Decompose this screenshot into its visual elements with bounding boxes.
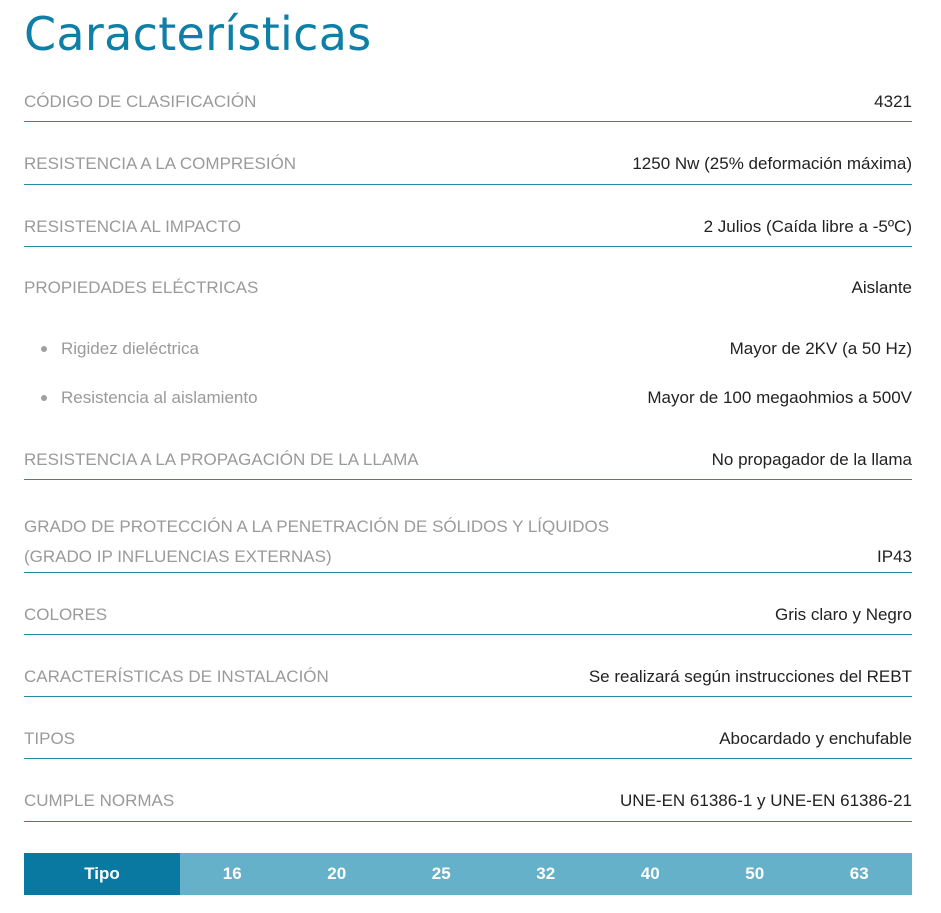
spec-label: RESISTENCIA A LA COMPRESIÓN: [24, 154, 297, 173]
bullet-icon: [41, 395, 47, 401]
table-cell: 50: [745, 864, 765, 883]
tipo-table-header: [24, 853, 912, 895]
spec-value: Mayor de 100 megaohmios a 500V: [647, 388, 912, 407]
spec-row-electricas: [24, 270, 912, 306]
table-header-cell: Tipo: [24, 853, 180, 895]
spec-subrow-aislamiento: [24, 380, 912, 416]
spec-row-normas: [24, 781, 912, 822]
spec-label: TIPOS: [24, 728, 76, 748]
spec-row-tipos: [24, 719, 912, 759]
spec-label-line1: GRADO DE PROTECCIÓN A LA PENETRACIÓN DE SÓLIDOS Y LÍQUIDOS: [24, 517, 610, 536]
spec-value: Mayor de 2KV (a 50 Hz): [729, 339, 912, 358]
spec-sublabel: Resistencia al aislamiento: [61, 388, 258, 407]
spec-row-instalacion: [24, 657, 912, 697]
spec-sublabel: Rigidez dieléctrica: [61, 339, 199, 358]
table-cell: 16: [222, 864, 242, 883]
spec-value: 2 Julios (Caída libre a -5ºC): [703, 216, 912, 236]
spec-label: CÓDIGO DE CLASIFICACIÓN: [24, 91, 257, 111]
spec-value: UNE-EN 61386-1 y UNE-EN 61386-21: [620, 791, 912, 810]
table-cell: 40: [640, 864, 660, 883]
spec-row-colores: [24, 595, 912, 635]
spec-value: 4321: [874, 91, 912, 111]
table-cell: 20: [327, 864, 347, 883]
spec-label: CARACTERÍSTICAS DE INSTALACIÓN: [24, 666, 329, 686]
spec-row-codigo: [24, 82, 912, 122]
spec-row-impacto: [24, 207, 912, 247]
page-title: Características: [24, 7, 372, 61]
spec-subrow-rigidez: [24, 331, 912, 367]
spec-row-llama: [24, 440, 912, 480]
spec-label: RESISTENCIA AL IMPACTO: [24, 216, 241, 236]
spec-row-compresion: [24, 144, 912, 185]
table-cell: 32: [536, 864, 556, 883]
spec-label: RESISTENCIA A LA PROPAGACIÓN DE LA LLAMA: [24, 449, 419, 469]
table-cell: 63: [849, 864, 869, 883]
spec-value: 1250 Nw (25% deformación máxima): [632, 154, 912, 173]
spec-value: IP43: [877, 547, 912, 566]
table-cell: 25: [431, 864, 451, 883]
spec-value: Aislante: [851, 278, 912, 297]
bullet-icon: [41, 346, 47, 352]
spec-row-ip: [24, 505, 912, 573]
spec-label: COLORES: [24, 604, 108, 624]
spec-label-line2: (GRADO IP INFLUENCIAS EXTERNAS): [24, 547, 332, 566]
spec-value: Abocardado y enchufable: [719, 728, 912, 748]
spec-value: Se realizará según instrucciones del REBT: [588, 666, 912, 686]
spec-value: Gris claro y Negro: [775, 604, 912, 624]
spec-label: PROPIEDADES ELÉCTRICAS: [24, 278, 259, 297]
spec-value: No propagador de la llama: [711, 449, 912, 469]
spec-label: CUMPLE NORMAS: [24, 791, 175, 810]
